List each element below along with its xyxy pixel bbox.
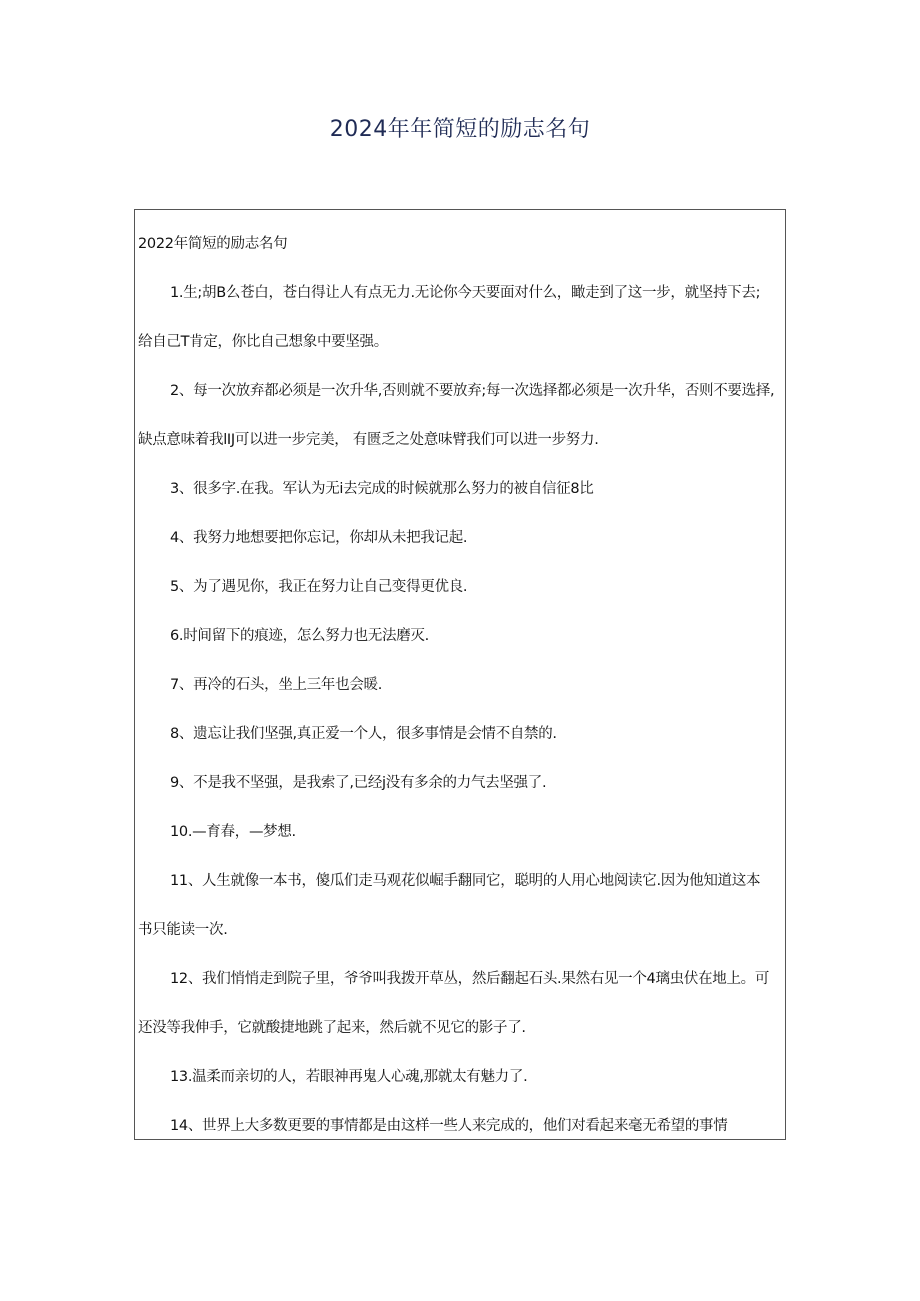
paragraph-line: 4、我努力地想要把你忘记，你却从未把我记起. [170, 530, 468, 546]
paragraph-line: 11、人生就像一本书，傻瓜们走马观花似崛手翻同它，聪明的人用心地阅读它.因为他知道这本 [170, 873, 761, 889]
paragraph-line: 14、世界上大多数更要的事情都是由这样一些人来完成的，他们对看起来毫无希望的事情 [170, 1118, 728, 1134]
content [138, 230, 785, 1140]
document-body [134, 209, 786, 1140]
paragraph-line: 给自己T肯定，你比自己想象中要坚强。 [138, 334, 388, 350]
paragraph-line: 9、不是我不坚强，是我索了,已经j没有多余的力气去坚强了. [170, 775, 547, 791]
paragraph-line: 6.时间留下的痕迹，怎么努力也无法磨灭. [170, 628, 429, 644]
paragraph-line: 7、再冷的石头，坐上三年也会暖. [170, 677, 383, 693]
paragraph-line: 1.生;胡B么苍白，苍白得让人有点无力.无论你今天要面对什么，瞰走到了这一步，就坚持下去; [170, 285, 761, 301]
paragraph-line: 13.温柔而亲切的人，若眼神再鬼人心魂,那就太有魅力了. [170, 1069, 528, 1085]
section-heading: 2022年简短的励志名句 [138, 236, 288, 252]
paragraph-line: 3、很多字.在我。军认为无i去完成的时候就那么努力的被自信征8比 [170, 481, 594, 497]
paragraph-line: 2、每一次放弃都必须是一次升华,否则就不要放弃;每一次选择都必须是一次升华，否则不要选择, [170, 383, 775, 399]
paragraph-line: 5、为了遇见你，我正在努力让自己变得更优良. [170, 579, 468, 595]
paragraph-line: 12、我们悄悄走到院子里，爷爷叫我拨开草丛，然后翻起石头.果然右见一个4璃虫伏在地上。可 [170, 971, 770, 987]
paragraph-line: 10.—育春，—梦想. [170, 824, 296, 840]
paragraph-line: 8、遗忘让我们坚强,真正爱一个人，很多事情是会情不自禁的. [170, 726, 557, 742]
page-title: 2024年年简短的励志名句 [329, 117, 591, 142]
paragraph-line: 还没等我伸手，它就酸捷地跳了起来，然后就不见它的影子了. [138, 1020, 526, 1036]
paragraph-line: 书只能读一次. [138, 922, 228, 938]
paragraph-line: 缺点意味着我lIJ可以进一步完美， 有匮乏之处意味臂我们可以进一步努力. [138, 432, 599, 448]
